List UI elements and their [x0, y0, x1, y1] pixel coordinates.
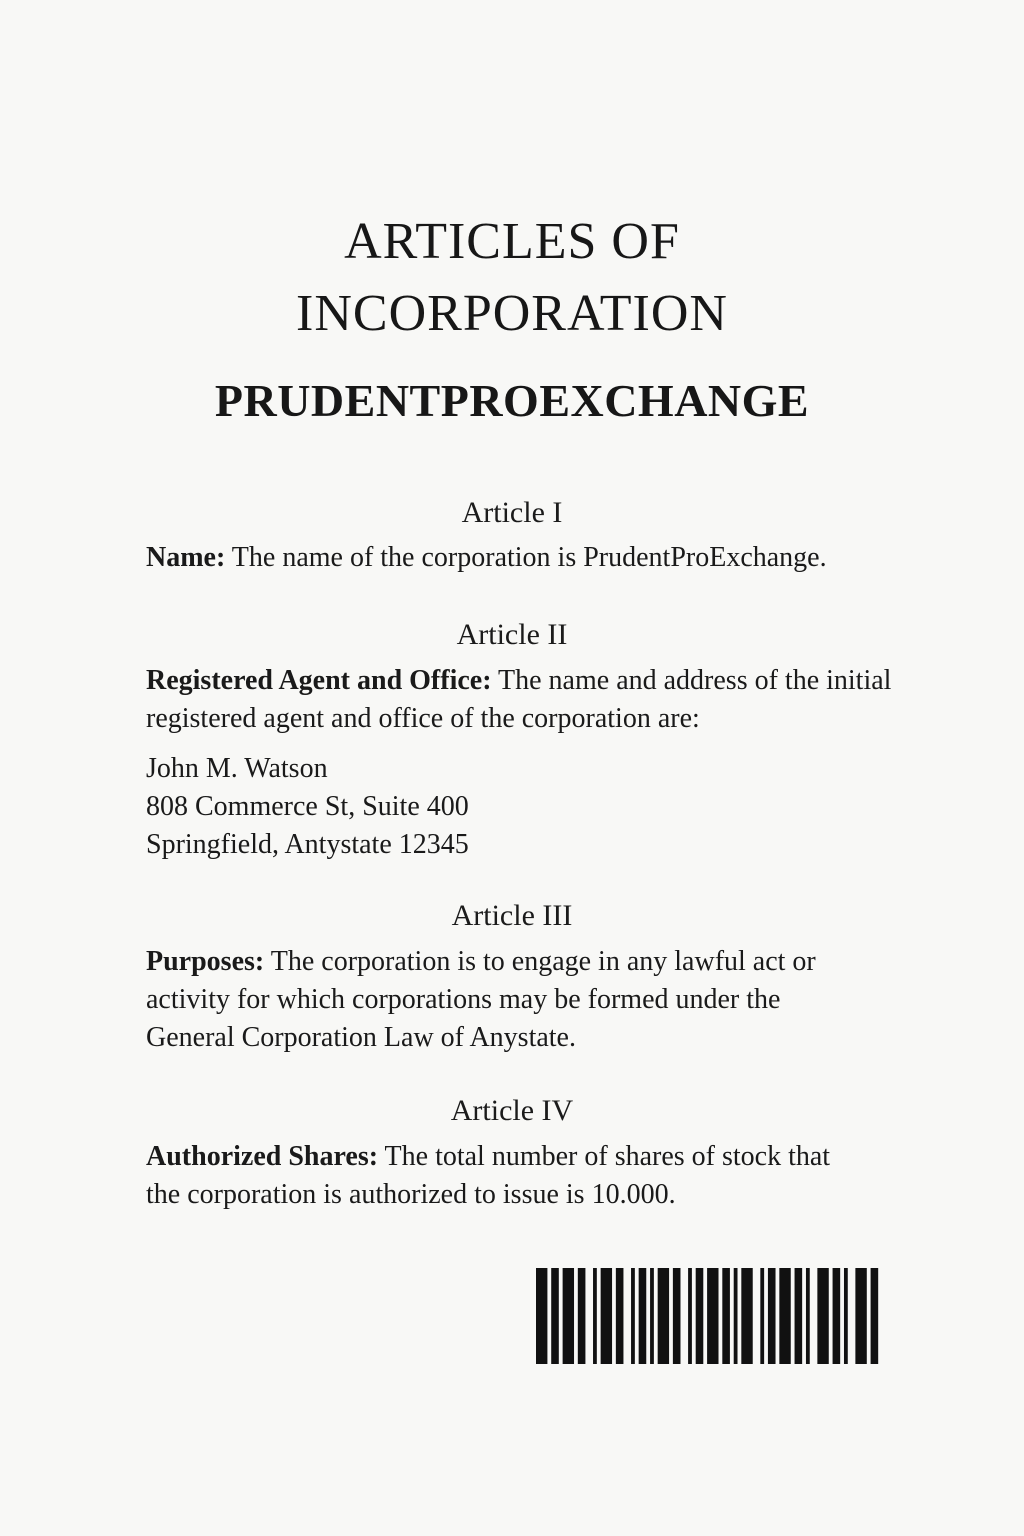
article-iii-text: The corporation is to engage in any lawful act or activity for which corporations may be formed under the General Corporation Law of Anystate. [146, 946, 816, 1053]
article-ii-term: Registered Agent and Office: [146, 665, 492, 696]
document-title-line-1: ARTICLES OF [344, 213, 680, 270]
agent-street-address: 808 Commerce St, Suite 400 [146, 791, 469, 822]
article-iii-term: Purposes: [146, 946, 265, 977]
barcode-bar [707, 1268, 718, 1364]
barcode-bar [536, 1268, 547, 1364]
barcode-bar [631, 1268, 635, 1364]
barcode-bar [658, 1268, 669, 1364]
barcode-bar [601, 1268, 612, 1364]
agent-name: John M. Watson [146, 753, 328, 784]
article-iv-heading: Article IV [450, 1094, 574, 1127]
barcode-bar [551, 1268, 559, 1364]
company-name: PRUDENTPROEXCHANGE [214, 375, 810, 426]
agent-city-state-zip: Springfield, Antystate 12345 [146, 829, 469, 860]
barcode-bar [593, 1268, 597, 1364]
barcode-bar [734, 1268, 738, 1364]
barcode-bar [650, 1268, 654, 1364]
barcode-icon [536, 1268, 882, 1364]
article-i-heading: Article I [461, 496, 563, 529]
article-ii-paragraph [146, 662, 906, 738]
barcode-bar [855, 1268, 866, 1364]
barcode-bar [673, 1268, 681, 1364]
article-iii-heading: Article III [451, 899, 573, 932]
barcode-bar [806, 1268, 810, 1364]
article-iv-term: Authorized Shares: [146, 1141, 379, 1172]
article-i-term: Name: [146, 542, 226, 573]
article-i-paragraph [146, 539, 906, 577]
barcode-bar [741, 1268, 752, 1364]
barcode-bar [563, 1268, 574, 1364]
barcode-bar [578, 1268, 586, 1364]
barcode-bar [688, 1268, 692, 1364]
article-ii-heading: Article II [456, 618, 568, 651]
barcode-bar [616, 1268, 624, 1364]
barcode-bar [696, 1268, 704, 1364]
barcode-bar [722, 1268, 730, 1364]
barcode-bar [844, 1268, 848, 1364]
barcode-bar [817, 1268, 828, 1364]
article-iii-paragraph [146, 943, 846, 1057]
document-title-line-2: INCORPORATION [296, 285, 728, 342]
article-ii-text: The name and address of the initial registered agent and office of the corporation are: [146, 665, 892, 734]
article-i-text: The name of the corporation is PrudentProExchange. [225, 542, 827, 573]
article-iv-text: The total number of shares of stock that the corporation is authorized to issue is 10.000. [146, 1141, 831, 1210]
barcode-bar [768, 1268, 776, 1364]
registered-agent-address [146, 750, 906, 864]
barcode-bar [639, 1268, 647, 1364]
barcode-bar [833, 1268, 841, 1364]
barcode-bar [760, 1268, 764, 1364]
barcode-bar [871, 1268, 879, 1364]
barcode-bar [795, 1268, 803, 1364]
barcode-bar [779, 1268, 790, 1364]
article-iv-paragraph [146, 1138, 846, 1214]
